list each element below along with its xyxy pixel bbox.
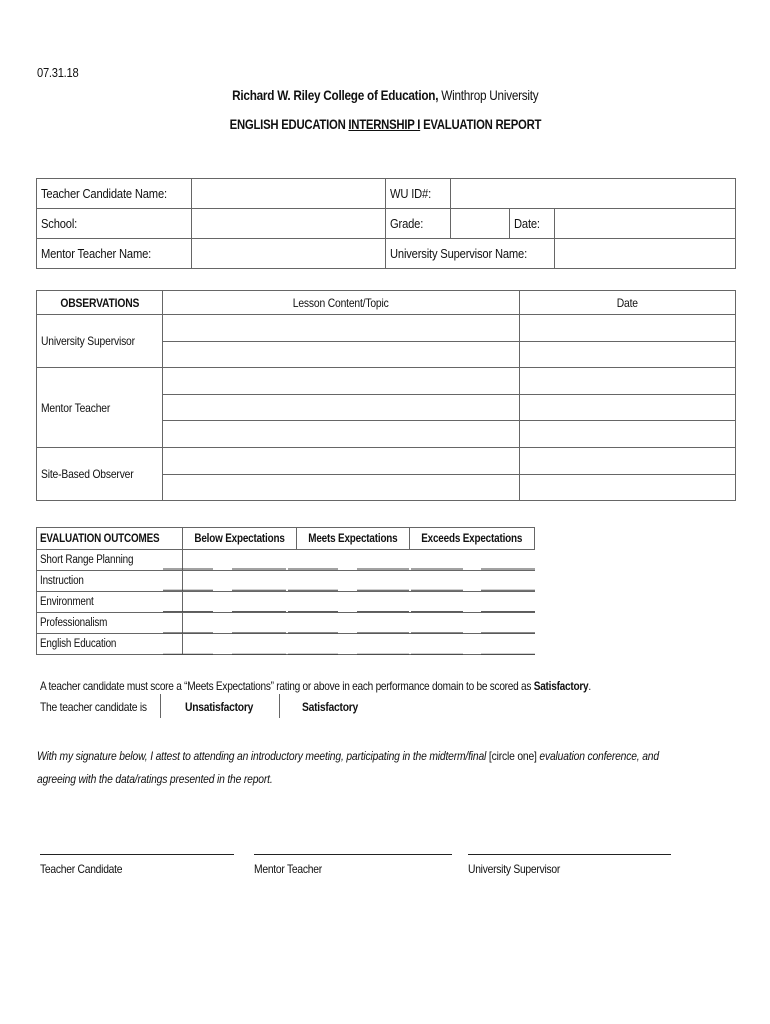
evaluation-domain-label: Professionalism [37,613,183,634]
observations-header: OBSERVATIONS [37,291,163,315]
date-label: Date: [509,209,554,239]
signature-line-mentor[interactable] [254,854,452,855]
candidate-is-label: The teacher candidate is [40,700,147,714]
signature-label-supervisor: University Supervisor [468,862,561,876]
divider [160,694,161,718]
evaluation-domain-label: English Education [37,634,183,655]
evaluation-header: EVALUATION OUTCOMES [37,528,183,550]
option-satisfactory[interactable]: Satisfactory [302,700,358,714]
evaluation-domain-label: Environment [37,592,183,613]
evaluation-domain-label: Short Range Planning [37,550,183,571]
exceeds-expectations-header: Exceeds Expectations [410,528,535,550]
evaluation-domain-label: Instruction [37,571,183,592]
wuid-label: WU ID#: [386,179,451,209]
below-expectations-header: Below Expectations [182,528,296,550]
option-unsatisfactory[interactable]: Unsatisfactory [185,700,254,714]
university-name: Winthrop University [437,87,539,103]
signature-label-mentor: Mentor Teacher [254,862,322,876]
report-title-internship: INTERNSHIP I [347,117,420,132]
grade-label: Grade: [386,209,451,239]
lesson-column-header: Lesson Content/Topic [162,291,519,315]
signature-label-candidate: Teacher Candidate [40,862,123,876]
college-name: Richard W. Riley College of Education, [231,87,438,103]
report-title-post: EVALUATION REPORT [419,117,541,132]
attestation-statement: With my signature below, I attest to attending an introductory meeting, participating in the midterm/final [circle one] evaluation conference, and agreeing with the data/ratings presented in the report. [37,749,659,786]
divider [279,694,280,718]
mentor-name-label: Mentor Teacher Name: [37,239,192,269]
supervisor-name-label: University Supervisor Name: [386,239,554,269]
school-label: School: [37,209,192,239]
signature-line-candidate[interactable] [40,854,234,855]
candidate-name-label: Teacher Candidate Name: [37,179,192,209]
observer-mentor-teacher: Mentor Teacher [37,368,163,448]
document-date: 07.31.18 [37,65,79,80]
meets-expectations-header: Meets Expectations [297,528,410,550]
date-column-header: Date [520,291,736,315]
observer-university-supervisor: University Supervisor [37,315,163,368]
satisfactory-rule: A teacher candidate must score a “Meets Expectations” rating or above in each performance domain to be scored as Satisfactory. [40,679,591,693]
observer-site-based: Site-Based Observer [37,447,163,500]
report-title-pre: ENGLISH EDUCATION [229,117,348,132]
signature-line-supervisor[interactable] [468,854,671,855]
